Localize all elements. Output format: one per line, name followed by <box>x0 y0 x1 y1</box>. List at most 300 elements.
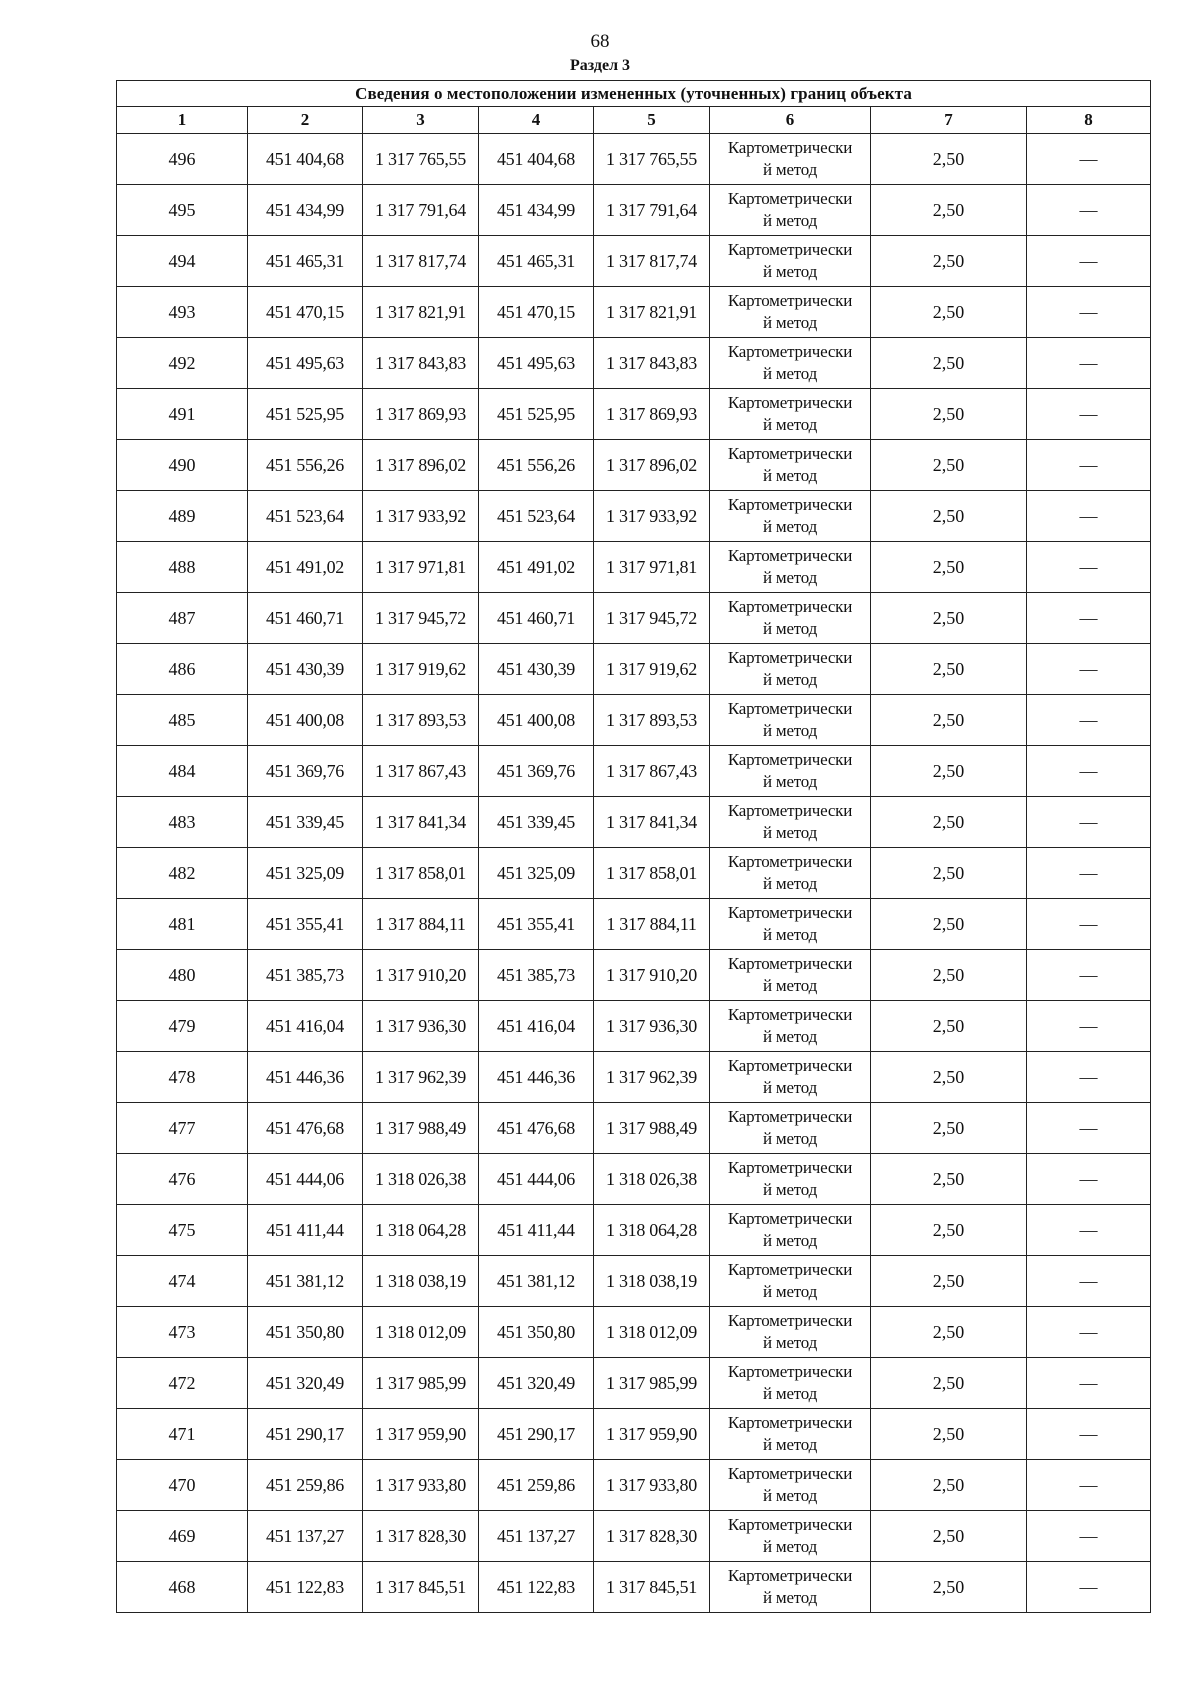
point-number-cell: 471 <box>117 1409 248 1460</box>
accuracy-cell: 2,50 <box>871 1103 1027 1154</box>
method-cell <box>710 1154 871 1205</box>
accuracy-cell: 2,50 <box>871 185 1027 236</box>
table-row <box>117 389 1151 440</box>
point-number-cell: 480 <box>117 950 248 1001</box>
method-text-line: Картометрически <box>727 1209 853 1228</box>
method-text-line: й метод <box>762 211 818 230</box>
method-text-line: Картометрически <box>727 699 853 718</box>
x-existing-cell: 451 369,76 <box>248 746 363 797</box>
y-existing-cell: 1 317 896,02 <box>363 440 479 491</box>
description-cell: — <box>1027 1511 1151 1562</box>
point-number-cell: 488 <box>117 542 248 593</box>
column-number-row <box>117 107 1151 134</box>
accuracy-cell: 2,50 <box>871 338 1027 389</box>
y-new-cell: 1 318 064,28 <box>594 1205 710 1256</box>
x-existing-cell: 451 137,27 <box>248 1511 363 1562</box>
method-cell <box>710 797 871 848</box>
method-text-line: й метод <box>762 568 818 587</box>
method-cell <box>710 695 871 746</box>
description-cell: — <box>1027 797 1151 848</box>
x-new-cell: 451 355,41 <box>479 899 594 950</box>
table-row <box>117 1511 1151 1562</box>
accuracy-cell: 2,50 <box>871 1307 1027 1358</box>
x-new-cell: 451 523,64 <box>479 491 594 542</box>
method-text-line: Картометрически <box>727 1413 853 1432</box>
y-existing-cell: 1 317 933,92 <box>363 491 479 542</box>
point-number-cell: 496 <box>117 134 248 185</box>
point-number-cell: 478 <box>117 1052 248 1103</box>
table-row <box>117 1307 1151 1358</box>
method-text-line: й метод <box>762 1027 818 1046</box>
x-new-cell: 451 446,36 <box>479 1052 594 1103</box>
description-cell: — <box>1027 542 1151 593</box>
method-cell <box>710 389 871 440</box>
x-existing-cell: 451 434,99 <box>248 185 363 236</box>
table-row <box>117 440 1151 491</box>
accuracy-cell: 2,50 <box>871 1562 1027 1613</box>
point-number-cell: 490 <box>117 440 248 491</box>
method-cell <box>710 1562 871 1613</box>
y-new-cell: 1 318 012,09 <box>594 1307 710 1358</box>
y-new-cell: 1 318 038,19 <box>594 1256 710 1307</box>
method-text-line: Картометрически <box>727 138 853 157</box>
x-new-cell: 451 525,95 <box>479 389 594 440</box>
method-text-line: Картометрически <box>727 240 853 259</box>
point-number-cell: 482 <box>117 848 248 899</box>
method-text-line: Картометрически <box>727 648 853 667</box>
x-new-cell: 451 491,02 <box>479 542 594 593</box>
table-row <box>117 746 1151 797</box>
column-number: 5 <box>594 107 710 134</box>
description-cell: — <box>1027 1409 1151 1460</box>
method-text-line: Картометрически <box>727 495 853 514</box>
x-existing-cell: 451 355,41 <box>248 899 363 950</box>
description-cell: — <box>1027 1103 1151 1154</box>
method-cell <box>710 1307 871 1358</box>
y-new-cell: 1 317 962,39 <box>594 1052 710 1103</box>
method-text-line: й метод <box>762 313 818 332</box>
y-existing-cell: 1 317 910,20 <box>363 950 479 1001</box>
method-text-line: й метод <box>762 415 818 434</box>
description-cell: — <box>1027 1052 1151 1103</box>
column-number: 3 <box>363 107 479 134</box>
method-text-line: й метод <box>762 670 818 689</box>
method-text-line: й метод <box>762 1588 818 1607</box>
method-text-line: Картометрически <box>727 801 853 820</box>
point-number-cell: 481 <box>117 899 248 950</box>
x-new-cell: 451 556,26 <box>479 440 594 491</box>
description-cell: — <box>1027 236 1151 287</box>
method-cell <box>710 1358 871 1409</box>
x-existing-cell: 451 416,04 <box>248 1001 363 1052</box>
x-new-cell: 451 460,71 <box>479 593 594 644</box>
method-text-line: й метод <box>762 1384 818 1403</box>
x-existing-cell: 451 290,17 <box>248 1409 363 1460</box>
y-new-cell: 1 317 988,49 <box>594 1103 710 1154</box>
boundary-table <box>116 80 1151 1613</box>
y-existing-cell: 1 317 988,49 <box>363 1103 479 1154</box>
accuracy-cell: 2,50 <box>871 1154 1027 1205</box>
method-text-line: Картометрически <box>727 1056 853 1075</box>
point-number-cell: 484 <box>117 746 248 797</box>
table-row <box>117 236 1151 287</box>
x-new-cell: 451 476,68 <box>479 1103 594 1154</box>
description-cell: — <box>1027 185 1151 236</box>
x-existing-cell: 451 385,73 <box>248 950 363 1001</box>
y-existing-cell: 1 317 959,90 <box>363 1409 479 1460</box>
y-new-cell: 1 317 985,99 <box>594 1358 710 1409</box>
y-new-cell: 1 318 026,38 <box>594 1154 710 1205</box>
accuracy-cell: 2,50 <box>871 1460 1027 1511</box>
method-cell <box>710 1001 871 1052</box>
x-new-cell: 451 369,76 <box>479 746 594 797</box>
point-number-cell: 474 <box>117 1256 248 1307</box>
description-cell: — <box>1027 899 1151 950</box>
method-cell <box>710 287 871 338</box>
table-row <box>117 1562 1151 1613</box>
method-cell <box>710 746 871 797</box>
method-text-line: Картометрически <box>727 1107 853 1126</box>
method-text-line: Картометрически <box>727 852 853 871</box>
accuracy-cell: 2,50 <box>871 848 1027 899</box>
method-text-line: й метод <box>762 1078 818 1097</box>
x-existing-cell: 451 400,08 <box>248 695 363 746</box>
y-existing-cell: 1 317 858,01 <box>363 848 479 899</box>
table-row <box>117 1001 1151 1052</box>
point-number-cell: 475 <box>117 1205 248 1256</box>
x-existing-cell: 451 446,36 <box>248 1052 363 1103</box>
column-number: 4 <box>479 107 594 134</box>
point-number-cell: 473 <box>117 1307 248 1358</box>
table-row <box>117 1256 1151 1307</box>
y-new-cell: 1 317 843,83 <box>594 338 710 389</box>
method-cell <box>710 1103 871 1154</box>
column-number: 2 <box>248 107 363 134</box>
x-new-cell: 451 290,17 <box>479 1409 594 1460</box>
method-text-line: Картометрически <box>727 1005 853 1024</box>
method-text-line: й метод <box>762 1486 818 1505</box>
description-cell: — <box>1027 1307 1151 1358</box>
point-number-cell: 492 <box>117 338 248 389</box>
y-existing-cell: 1 317 936,30 <box>363 1001 479 1052</box>
x-existing-cell: 451 350,80 <box>248 1307 363 1358</box>
method-cell <box>710 950 871 1001</box>
x-existing-cell: 451 491,02 <box>248 542 363 593</box>
method-text-line: й метод <box>762 925 818 944</box>
table-row <box>117 1460 1151 1511</box>
x-new-cell: 451 320,49 <box>479 1358 594 1409</box>
method-text-line: й метод <box>762 1282 818 1301</box>
method-text-line: Картометрически <box>727 1158 853 1177</box>
point-number-cell: 472 <box>117 1358 248 1409</box>
y-new-cell: 1 317 791,64 <box>594 185 710 236</box>
y-existing-cell: 1 317 828,30 <box>363 1511 479 1562</box>
method-cell <box>710 593 871 644</box>
method-text-line: Картометрически <box>727 954 853 973</box>
y-existing-cell: 1 317 845,51 <box>363 1562 479 1613</box>
method-text-line: й метод <box>762 160 818 179</box>
x-existing-cell: 451 259,86 <box>248 1460 363 1511</box>
y-new-cell: 1 317 893,53 <box>594 695 710 746</box>
y-new-cell: 1 317 936,30 <box>594 1001 710 1052</box>
table-row <box>117 1052 1151 1103</box>
method-cell <box>710 236 871 287</box>
y-existing-cell: 1 317 971,81 <box>363 542 479 593</box>
x-existing-cell: 451 556,26 <box>248 440 363 491</box>
table-row <box>117 1103 1151 1154</box>
method-cell <box>710 1409 871 1460</box>
x-new-cell: 451 259,86 <box>479 1460 594 1511</box>
table-row <box>117 185 1151 236</box>
y-new-cell: 1 317 919,62 <box>594 644 710 695</box>
x-new-cell: 451 385,73 <box>479 950 594 1001</box>
y-existing-cell: 1 318 012,09 <box>363 1307 479 1358</box>
x-new-cell: 451 430,39 <box>479 644 594 695</box>
method-text-line: й метод <box>762 466 818 485</box>
description-cell: — <box>1027 1205 1151 1256</box>
description-cell: — <box>1027 848 1151 899</box>
x-existing-cell: 451 495,63 <box>248 338 363 389</box>
point-number-cell: 486 <box>117 644 248 695</box>
column-number: 6 <box>710 107 871 134</box>
method-text-line: й метод <box>762 721 818 740</box>
y-existing-cell: 1 317 817,74 <box>363 236 479 287</box>
point-number-cell: 487 <box>117 593 248 644</box>
method-text-line: Картометрически <box>727 903 853 922</box>
y-new-cell: 1 317 845,51 <box>594 1562 710 1613</box>
description-cell: — <box>1027 1256 1151 1307</box>
method-text-line: Картометрически <box>727 597 853 616</box>
y-existing-cell: 1 317 869,93 <box>363 389 479 440</box>
page-number: 68 <box>590 31 610 52</box>
method-cell <box>710 899 871 950</box>
accuracy-cell: 2,50 <box>871 1511 1027 1562</box>
section-title: Раздел 3 <box>569 57 631 74</box>
method-cell <box>710 1460 871 1511</box>
x-new-cell: 451 434,99 <box>479 185 594 236</box>
point-number-cell: 489 <box>117 491 248 542</box>
description-cell: — <box>1027 389 1151 440</box>
method-text-line: Картометрически <box>727 1362 853 1381</box>
method-cell <box>710 338 871 389</box>
method-text-line: Картометрически <box>727 291 853 310</box>
y-new-cell: 1 317 959,90 <box>594 1409 710 1460</box>
point-number-cell: 493 <box>117 287 248 338</box>
y-new-cell: 1 317 765,55 <box>594 134 710 185</box>
table-row <box>117 593 1151 644</box>
x-new-cell: 451 339,45 <box>479 797 594 848</box>
column-number: 1 <box>117 107 248 134</box>
method-text-line: й метод <box>762 1435 818 1454</box>
description-cell: — <box>1027 950 1151 1001</box>
x-existing-cell: 451 325,09 <box>248 848 363 899</box>
point-number-cell: 479 <box>117 1001 248 1052</box>
y-existing-cell: 1 318 038,19 <box>363 1256 479 1307</box>
y-new-cell: 1 317 896,02 <box>594 440 710 491</box>
x-new-cell: 451 122,83 <box>479 1562 594 1613</box>
accuracy-cell: 2,50 <box>871 899 1027 950</box>
table-row <box>117 491 1151 542</box>
accuracy-cell: 2,50 <box>871 1409 1027 1460</box>
method-text-line: й метод <box>762 364 818 383</box>
y-existing-cell: 1 317 867,43 <box>363 746 479 797</box>
x-existing-cell: 451 404,68 <box>248 134 363 185</box>
method-text-line: Картометрически <box>727 750 853 769</box>
accuracy-cell: 2,50 <box>871 1001 1027 1052</box>
x-new-cell: 451 404,68 <box>479 134 594 185</box>
y-existing-cell: 1 317 919,62 <box>363 644 479 695</box>
method-cell <box>710 185 871 236</box>
y-existing-cell: 1 317 841,34 <box>363 797 479 848</box>
x-existing-cell: 451 470,15 <box>248 287 363 338</box>
description-cell: — <box>1027 1562 1151 1613</box>
table-row <box>117 1358 1151 1409</box>
x-new-cell: 451 400,08 <box>479 695 594 746</box>
accuracy-cell: 2,50 <box>871 644 1027 695</box>
method-text-line: й метод <box>762 1129 818 1148</box>
table-row <box>117 848 1151 899</box>
y-existing-cell: 1 317 945,72 <box>363 593 479 644</box>
method-text-line: й метод <box>762 619 818 638</box>
description-cell: — <box>1027 1001 1151 1052</box>
y-new-cell: 1 317 933,92 <box>594 491 710 542</box>
y-new-cell: 1 317 858,01 <box>594 848 710 899</box>
x-new-cell: 451 325,09 <box>479 848 594 899</box>
method-cell <box>710 644 871 695</box>
point-number-cell: 477 <box>117 1103 248 1154</box>
accuracy-cell: 2,50 <box>871 797 1027 848</box>
x-existing-cell: 451 523,64 <box>248 491 363 542</box>
description-cell: — <box>1027 491 1151 542</box>
description-cell: — <box>1027 644 1151 695</box>
table-row <box>117 695 1151 746</box>
description-cell: — <box>1027 338 1151 389</box>
y-new-cell: 1 317 910,20 <box>594 950 710 1001</box>
method-cell <box>710 134 871 185</box>
y-new-cell: 1 317 828,30 <box>594 1511 710 1562</box>
accuracy-cell: 2,50 <box>871 389 1027 440</box>
accuracy-cell: 2,50 <box>871 1256 1027 1307</box>
accuracy-cell: 2,50 <box>871 287 1027 338</box>
y-new-cell: 1 317 821,91 <box>594 287 710 338</box>
method-cell <box>710 440 871 491</box>
table-row <box>117 1205 1151 1256</box>
y-new-cell: 1 317 945,72 <box>594 593 710 644</box>
accuracy-cell: 2,50 <box>871 695 1027 746</box>
method-text-line: Картометрически <box>727 546 853 565</box>
method-text-line: Картометрически <box>727 189 853 208</box>
method-text-line: й метод <box>762 874 818 893</box>
method-cell <box>710 1205 871 1256</box>
table-row <box>117 797 1151 848</box>
description-cell: — <box>1027 1358 1151 1409</box>
x-existing-cell: 451 465,31 <box>248 236 363 287</box>
method-text-line: й метод <box>762 262 818 281</box>
point-number-cell: 495 <box>117 185 248 236</box>
description-cell: — <box>1027 1460 1151 1511</box>
accuracy-cell: 2,50 <box>871 491 1027 542</box>
method-text-line: й метод <box>762 517 818 536</box>
x-existing-cell: 451 320,49 <box>248 1358 363 1409</box>
y-existing-cell: 1 318 026,38 <box>363 1154 479 1205</box>
method-text-line: Картометрически <box>727 1464 853 1483</box>
x-new-cell: 451 350,80 <box>479 1307 594 1358</box>
description-cell: — <box>1027 1154 1151 1205</box>
table-row <box>117 542 1151 593</box>
x-existing-cell: 451 411,44 <box>248 1205 363 1256</box>
method-text-line: Картометрически <box>727 1311 853 1330</box>
accuracy-cell: 2,50 <box>871 1358 1027 1409</box>
method-text-line: Картометрически <box>727 1566 853 1585</box>
y-new-cell: 1 317 867,43 <box>594 746 710 797</box>
method-text-line: Картометрически <box>727 444 853 463</box>
y-existing-cell: 1 317 884,11 <box>363 899 479 950</box>
method-cell <box>710 1511 871 1562</box>
x-new-cell: 451 381,12 <box>479 1256 594 1307</box>
description-cell: — <box>1027 695 1151 746</box>
table-row <box>117 950 1151 1001</box>
point-number-cell: 494 <box>117 236 248 287</box>
y-existing-cell: 1 317 933,80 <box>363 1460 479 1511</box>
table-caption: Сведения о местоположении измененных (уточненных) границ объекта <box>117 81 1151 107</box>
column-number: 8 <box>1027 107 1151 134</box>
x-new-cell: 451 465,31 <box>479 236 594 287</box>
point-number-cell: 476 <box>117 1154 248 1205</box>
table-row <box>117 644 1151 695</box>
y-existing-cell: 1 317 893,53 <box>363 695 479 746</box>
method-text-line: й метод <box>762 1231 818 1250</box>
table-row <box>117 899 1151 950</box>
y-existing-cell: 1 317 791,64 <box>363 185 479 236</box>
y-new-cell: 1 317 841,34 <box>594 797 710 848</box>
method-text-line: Картометрически <box>727 342 853 361</box>
y-new-cell: 1 317 971,81 <box>594 542 710 593</box>
method-text-line: й метод <box>762 1333 818 1352</box>
accuracy-cell: 2,50 <box>871 440 1027 491</box>
method-cell <box>710 1256 871 1307</box>
table-row <box>117 287 1151 338</box>
x-existing-cell: 451 339,45 <box>248 797 363 848</box>
y-existing-cell: 1 317 843,83 <box>363 338 479 389</box>
table-row <box>117 338 1151 389</box>
accuracy-cell: 2,50 <box>871 593 1027 644</box>
point-number-cell: 470 <box>117 1460 248 1511</box>
table-row <box>117 134 1151 185</box>
description-cell: — <box>1027 134 1151 185</box>
accuracy-cell: 2,50 <box>871 746 1027 797</box>
point-number-cell: 469 <box>117 1511 248 1562</box>
x-new-cell: 451 470,15 <box>479 287 594 338</box>
method-text-line: й метод <box>762 772 818 791</box>
x-existing-cell: 451 460,71 <box>248 593 363 644</box>
accuracy-cell: 2,50 <box>871 134 1027 185</box>
y-existing-cell: 1 318 064,28 <box>363 1205 479 1256</box>
description-cell: — <box>1027 746 1151 797</box>
x-new-cell: 451 137,27 <box>479 1511 594 1562</box>
x-existing-cell: 451 525,95 <box>248 389 363 440</box>
x-new-cell: 451 495,63 <box>479 338 594 389</box>
y-new-cell: 1 317 933,80 <box>594 1460 710 1511</box>
x-new-cell: 451 416,04 <box>479 1001 594 1052</box>
accuracy-cell: 2,50 <box>871 1205 1027 1256</box>
point-number-cell: 483 <box>117 797 248 848</box>
y-new-cell: 1 317 817,74 <box>594 236 710 287</box>
x-new-cell: 451 444,06 <box>479 1154 594 1205</box>
accuracy-cell: 2,50 <box>871 950 1027 1001</box>
x-existing-cell: 451 430,39 <box>248 644 363 695</box>
table-body <box>117 134 1151 1613</box>
accuracy-cell: 2,50 <box>871 1052 1027 1103</box>
